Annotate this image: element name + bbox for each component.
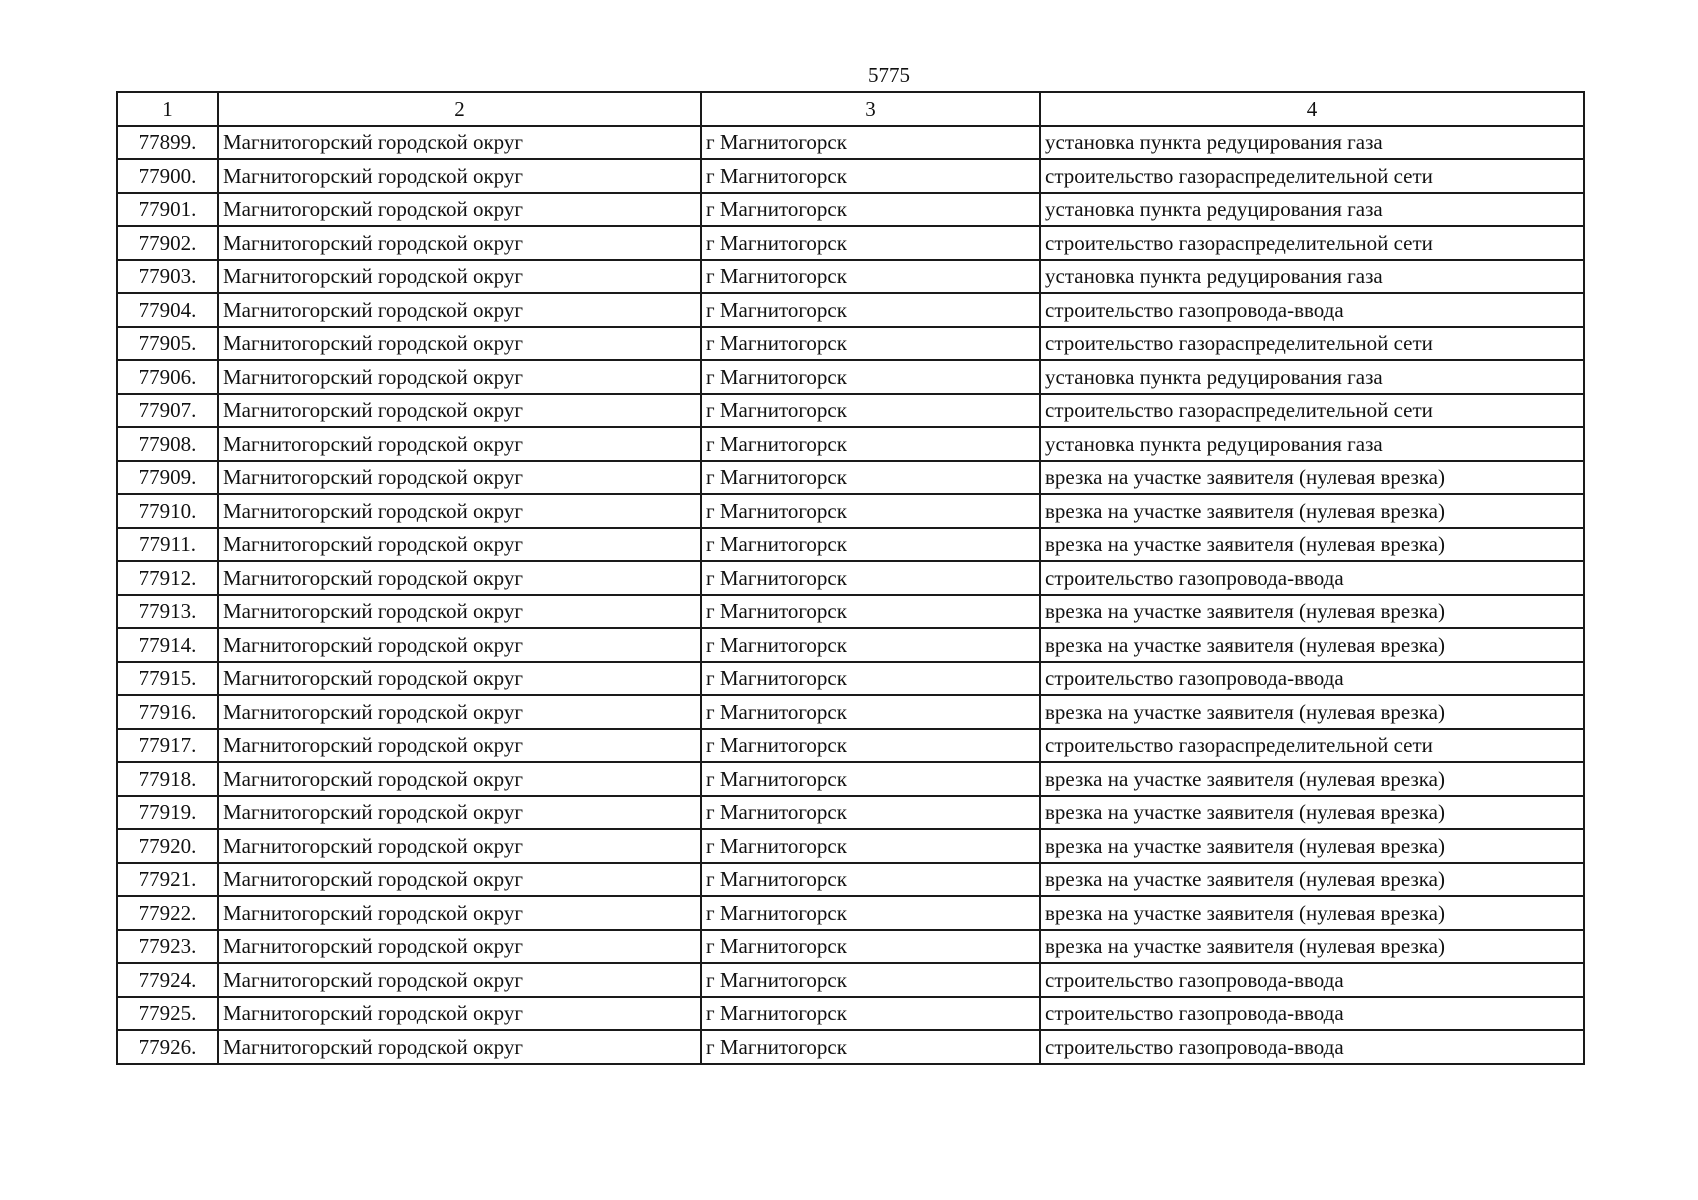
district-cell: Магнитогорский городской округ xyxy=(218,561,701,595)
page-number: 5775 xyxy=(868,63,910,87)
table-row xyxy=(117,729,1584,763)
row-number-cell: 77899. xyxy=(117,126,218,160)
row-number-cell: 77913. xyxy=(117,595,218,629)
locality-cell: г Магнитогорск xyxy=(701,494,1040,528)
work-type-cell: установка пункта редуцирования газа xyxy=(1040,126,1584,160)
table-row xyxy=(117,1030,1584,1064)
work-type-cell: врезка на участке заявителя (нулевая врезка) xyxy=(1040,461,1584,495)
table-row xyxy=(117,595,1584,629)
district-cell: Магнитогорский городской округ xyxy=(218,427,701,461)
table-row xyxy=(117,260,1584,294)
district-cell: Магнитогорский городской округ xyxy=(218,360,701,394)
district-cell: Магнитогорский городской округ xyxy=(218,159,701,193)
work-type-cell: строительство газопровода-ввода xyxy=(1040,662,1584,696)
locality-cell: г Магнитогорск xyxy=(701,293,1040,327)
table-row xyxy=(117,494,1584,528)
table-row xyxy=(117,360,1584,394)
column-header: 1 xyxy=(117,92,218,126)
table-row xyxy=(117,896,1584,930)
locality-cell: г Магнитогорск xyxy=(701,193,1040,227)
locality-cell: г Магнитогорск xyxy=(701,360,1040,394)
work-type-cell: строительство газораспределительной сети xyxy=(1040,226,1584,260)
work-type-cell: строительство газораспределительной сети xyxy=(1040,159,1584,193)
row-number-cell: 77908. xyxy=(117,427,218,461)
work-type-cell: строительство газопровода-ввода xyxy=(1040,997,1584,1031)
district-cell: Магнитогорский городской округ xyxy=(218,461,701,495)
work-type-cell: строительство газопровода-ввода xyxy=(1040,1030,1584,1064)
district-cell: Магнитогорский городской округ xyxy=(218,930,701,964)
header-row xyxy=(117,92,1584,126)
work-type-cell: строительство газопровода-ввода xyxy=(1040,963,1584,997)
row-number-cell: 77920. xyxy=(117,829,218,863)
work-type-cell: установка пункта редуцирования газа xyxy=(1040,427,1584,461)
work-type-cell: врезка на участке заявителя (нулевая врезка) xyxy=(1040,595,1584,629)
row-number-cell: 77905. xyxy=(117,327,218,361)
table-row xyxy=(117,561,1584,595)
work-type-cell: врезка на участке заявителя (нулевая врезка) xyxy=(1040,695,1584,729)
district-cell: Магнитогорский городской округ xyxy=(218,863,701,897)
row-number-cell: 77923. xyxy=(117,930,218,964)
locality-cell: г Магнитогорск xyxy=(701,896,1040,930)
district-cell: Магнитогорский городской округ xyxy=(218,729,701,763)
row-number-cell: 77904. xyxy=(117,293,218,327)
work-type-cell: установка пункта редуцирования газа xyxy=(1040,360,1584,394)
table-row xyxy=(117,930,1584,964)
row-number-cell: 77911. xyxy=(117,528,218,562)
table-row xyxy=(117,126,1584,160)
locality-cell: г Магнитогорск xyxy=(701,159,1040,193)
district-cell: Магнитогорский городской округ xyxy=(218,293,701,327)
table-row xyxy=(117,193,1584,227)
district-cell: Магнитогорский городской округ xyxy=(218,896,701,930)
row-number-cell: 77916. xyxy=(117,695,218,729)
locality-cell: г Магнитогорск xyxy=(701,762,1040,796)
table-row xyxy=(117,226,1584,260)
district-cell: Магнитогорский городской округ xyxy=(218,796,701,830)
row-number-cell: 77907. xyxy=(117,394,218,428)
work-type-cell: строительство газопровода-ввода xyxy=(1040,561,1584,595)
district-cell: Магнитогорский городской округ xyxy=(218,1030,701,1064)
row-number-cell: 77900. xyxy=(117,159,218,193)
work-type-cell: врезка на участке заявителя (нулевая врезка) xyxy=(1040,930,1584,964)
locality-cell: г Магнитогорск xyxy=(701,662,1040,696)
table-row xyxy=(117,662,1584,696)
locality-cell: г Магнитогорск xyxy=(701,695,1040,729)
row-number-cell: 77901. xyxy=(117,193,218,227)
work-type-cell: установка пункта редуцирования газа xyxy=(1040,193,1584,227)
district-cell: Магнитогорский городской округ xyxy=(218,662,701,696)
row-number-cell: 77919. xyxy=(117,796,218,830)
row-number-cell: 77924. xyxy=(117,963,218,997)
column-header: 4 xyxy=(1040,92,1584,126)
registry-table xyxy=(116,91,1585,1065)
locality-cell: г Магнитогорск xyxy=(701,930,1040,964)
district-cell: Магнитогорский городской округ xyxy=(218,997,701,1031)
district-cell: Магнитогорский городской округ xyxy=(218,394,701,428)
locality-cell: г Магнитогорск xyxy=(701,963,1040,997)
district-cell: Магнитогорский городской округ xyxy=(218,963,701,997)
row-number-cell: 77918. xyxy=(117,762,218,796)
district-cell: Магнитогорский городской округ xyxy=(218,829,701,863)
table-body xyxy=(117,126,1584,1064)
column-header: 3 xyxy=(701,92,1040,126)
locality-cell: г Магнитогорск xyxy=(701,226,1040,260)
district-cell: Магнитогорский городской округ xyxy=(218,494,701,528)
locality-cell: г Магнитогорск xyxy=(701,327,1040,361)
work-type-cell: врезка на участке заявителя (нулевая врезка) xyxy=(1040,896,1584,930)
table-row xyxy=(117,963,1584,997)
locality-cell: г Магнитогорск xyxy=(701,427,1040,461)
table-row xyxy=(117,528,1584,562)
district-cell: Магнитогорский городской округ xyxy=(218,260,701,294)
row-number-cell: 77921. xyxy=(117,863,218,897)
row-number-cell: 77915. xyxy=(117,662,218,696)
district-cell: Магнитогорский городской округ xyxy=(218,226,701,260)
table-row xyxy=(117,293,1584,327)
district-cell: Магнитогорский городской округ xyxy=(218,762,701,796)
table-row xyxy=(117,762,1584,796)
district-cell: Магнитогорский городской округ xyxy=(218,595,701,629)
work-type-cell: врезка на участке заявителя (нулевая врезка) xyxy=(1040,863,1584,897)
work-type-cell: врезка на участке заявителя (нулевая врезка) xyxy=(1040,494,1584,528)
row-number-cell: 77910. xyxy=(117,494,218,528)
row-number-cell: 77912. xyxy=(117,561,218,595)
column-header: 2 xyxy=(218,92,701,126)
locality-cell: г Магнитогорск xyxy=(701,561,1040,595)
locality-cell: г Магнитогорск xyxy=(701,528,1040,562)
work-type-cell: врезка на участке заявителя (нулевая врезка) xyxy=(1040,762,1584,796)
locality-cell: г Магнитогорск xyxy=(701,863,1040,897)
table-row xyxy=(117,159,1584,193)
table-row xyxy=(117,796,1584,830)
work-type-cell: строительство газораспределительной сети xyxy=(1040,327,1584,361)
locality-cell: г Магнитогорск xyxy=(701,628,1040,662)
table-row xyxy=(117,327,1584,361)
table-row xyxy=(117,394,1584,428)
work-type-cell: врезка на участке заявителя (нулевая врезка) xyxy=(1040,528,1584,562)
locality-cell: г Магнитогорск xyxy=(701,729,1040,763)
row-number-cell: 77903. xyxy=(117,260,218,294)
table-row xyxy=(117,997,1584,1031)
row-number-cell: 77906. xyxy=(117,360,218,394)
locality-cell: г Магнитогорск xyxy=(701,595,1040,629)
work-type-cell: врезка на участке заявителя (нулевая врезка) xyxy=(1040,796,1584,830)
row-number-cell: 77902. xyxy=(117,226,218,260)
locality-cell: г Магнитогорск xyxy=(701,394,1040,428)
locality-cell: г Магнитогорск xyxy=(701,997,1040,1031)
locality-cell: г Магнитогорск xyxy=(701,461,1040,495)
table-row xyxy=(117,628,1584,662)
row-number-cell: 77926. xyxy=(117,1030,218,1064)
table-row xyxy=(117,461,1584,495)
district-cell: Магнитогорский городской округ xyxy=(218,528,701,562)
row-number-cell: 77925. xyxy=(117,997,218,1031)
work-type-cell: установка пункта редуцирования газа xyxy=(1040,260,1584,294)
table-row xyxy=(117,829,1584,863)
row-number-cell: 77922. xyxy=(117,896,218,930)
locality-cell: г Магнитогорск xyxy=(701,796,1040,830)
table-header xyxy=(117,92,1584,126)
district-cell: Магнитогорский городской округ xyxy=(218,327,701,361)
district-cell: Магнитогорский городской округ xyxy=(218,193,701,227)
table-row xyxy=(117,427,1584,461)
work-type-cell: врезка на участке заявителя (нулевая врезка) xyxy=(1040,829,1584,863)
row-number-cell: 77909. xyxy=(117,461,218,495)
work-type-cell: строительство газораспределительной сети xyxy=(1040,729,1584,763)
locality-cell: г Магнитогорск xyxy=(701,260,1040,294)
row-number-cell: 77914. xyxy=(117,628,218,662)
row-number-cell: 77917. xyxy=(117,729,218,763)
district-cell: Магнитогорский городской округ xyxy=(218,126,701,160)
work-type-cell: строительство газораспределительной сети xyxy=(1040,394,1584,428)
locality-cell: г Магнитогорск xyxy=(701,829,1040,863)
table-row xyxy=(117,863,1584,897)
district-cell: Магнитогорский городской округ xyxy=(218,695,701,729)
locality-cell: г Магнитогорск xyxy=(701,1030,1040,1064)
locality-cell: г Магнитогорск xyxy=(701,126,1040,160)
work-type-cell: строительство газопровода-ввода xyxy=(1040,293,1584,327)
district-cell: Магнитогорский городской округ xyxy=(218,628,701,662)
work-type-cell: врезка на участке заявителя (нулевая врезка) xyxy=(1040,628,1584,662)
table-row xyxy=(117,695,1584,729)
